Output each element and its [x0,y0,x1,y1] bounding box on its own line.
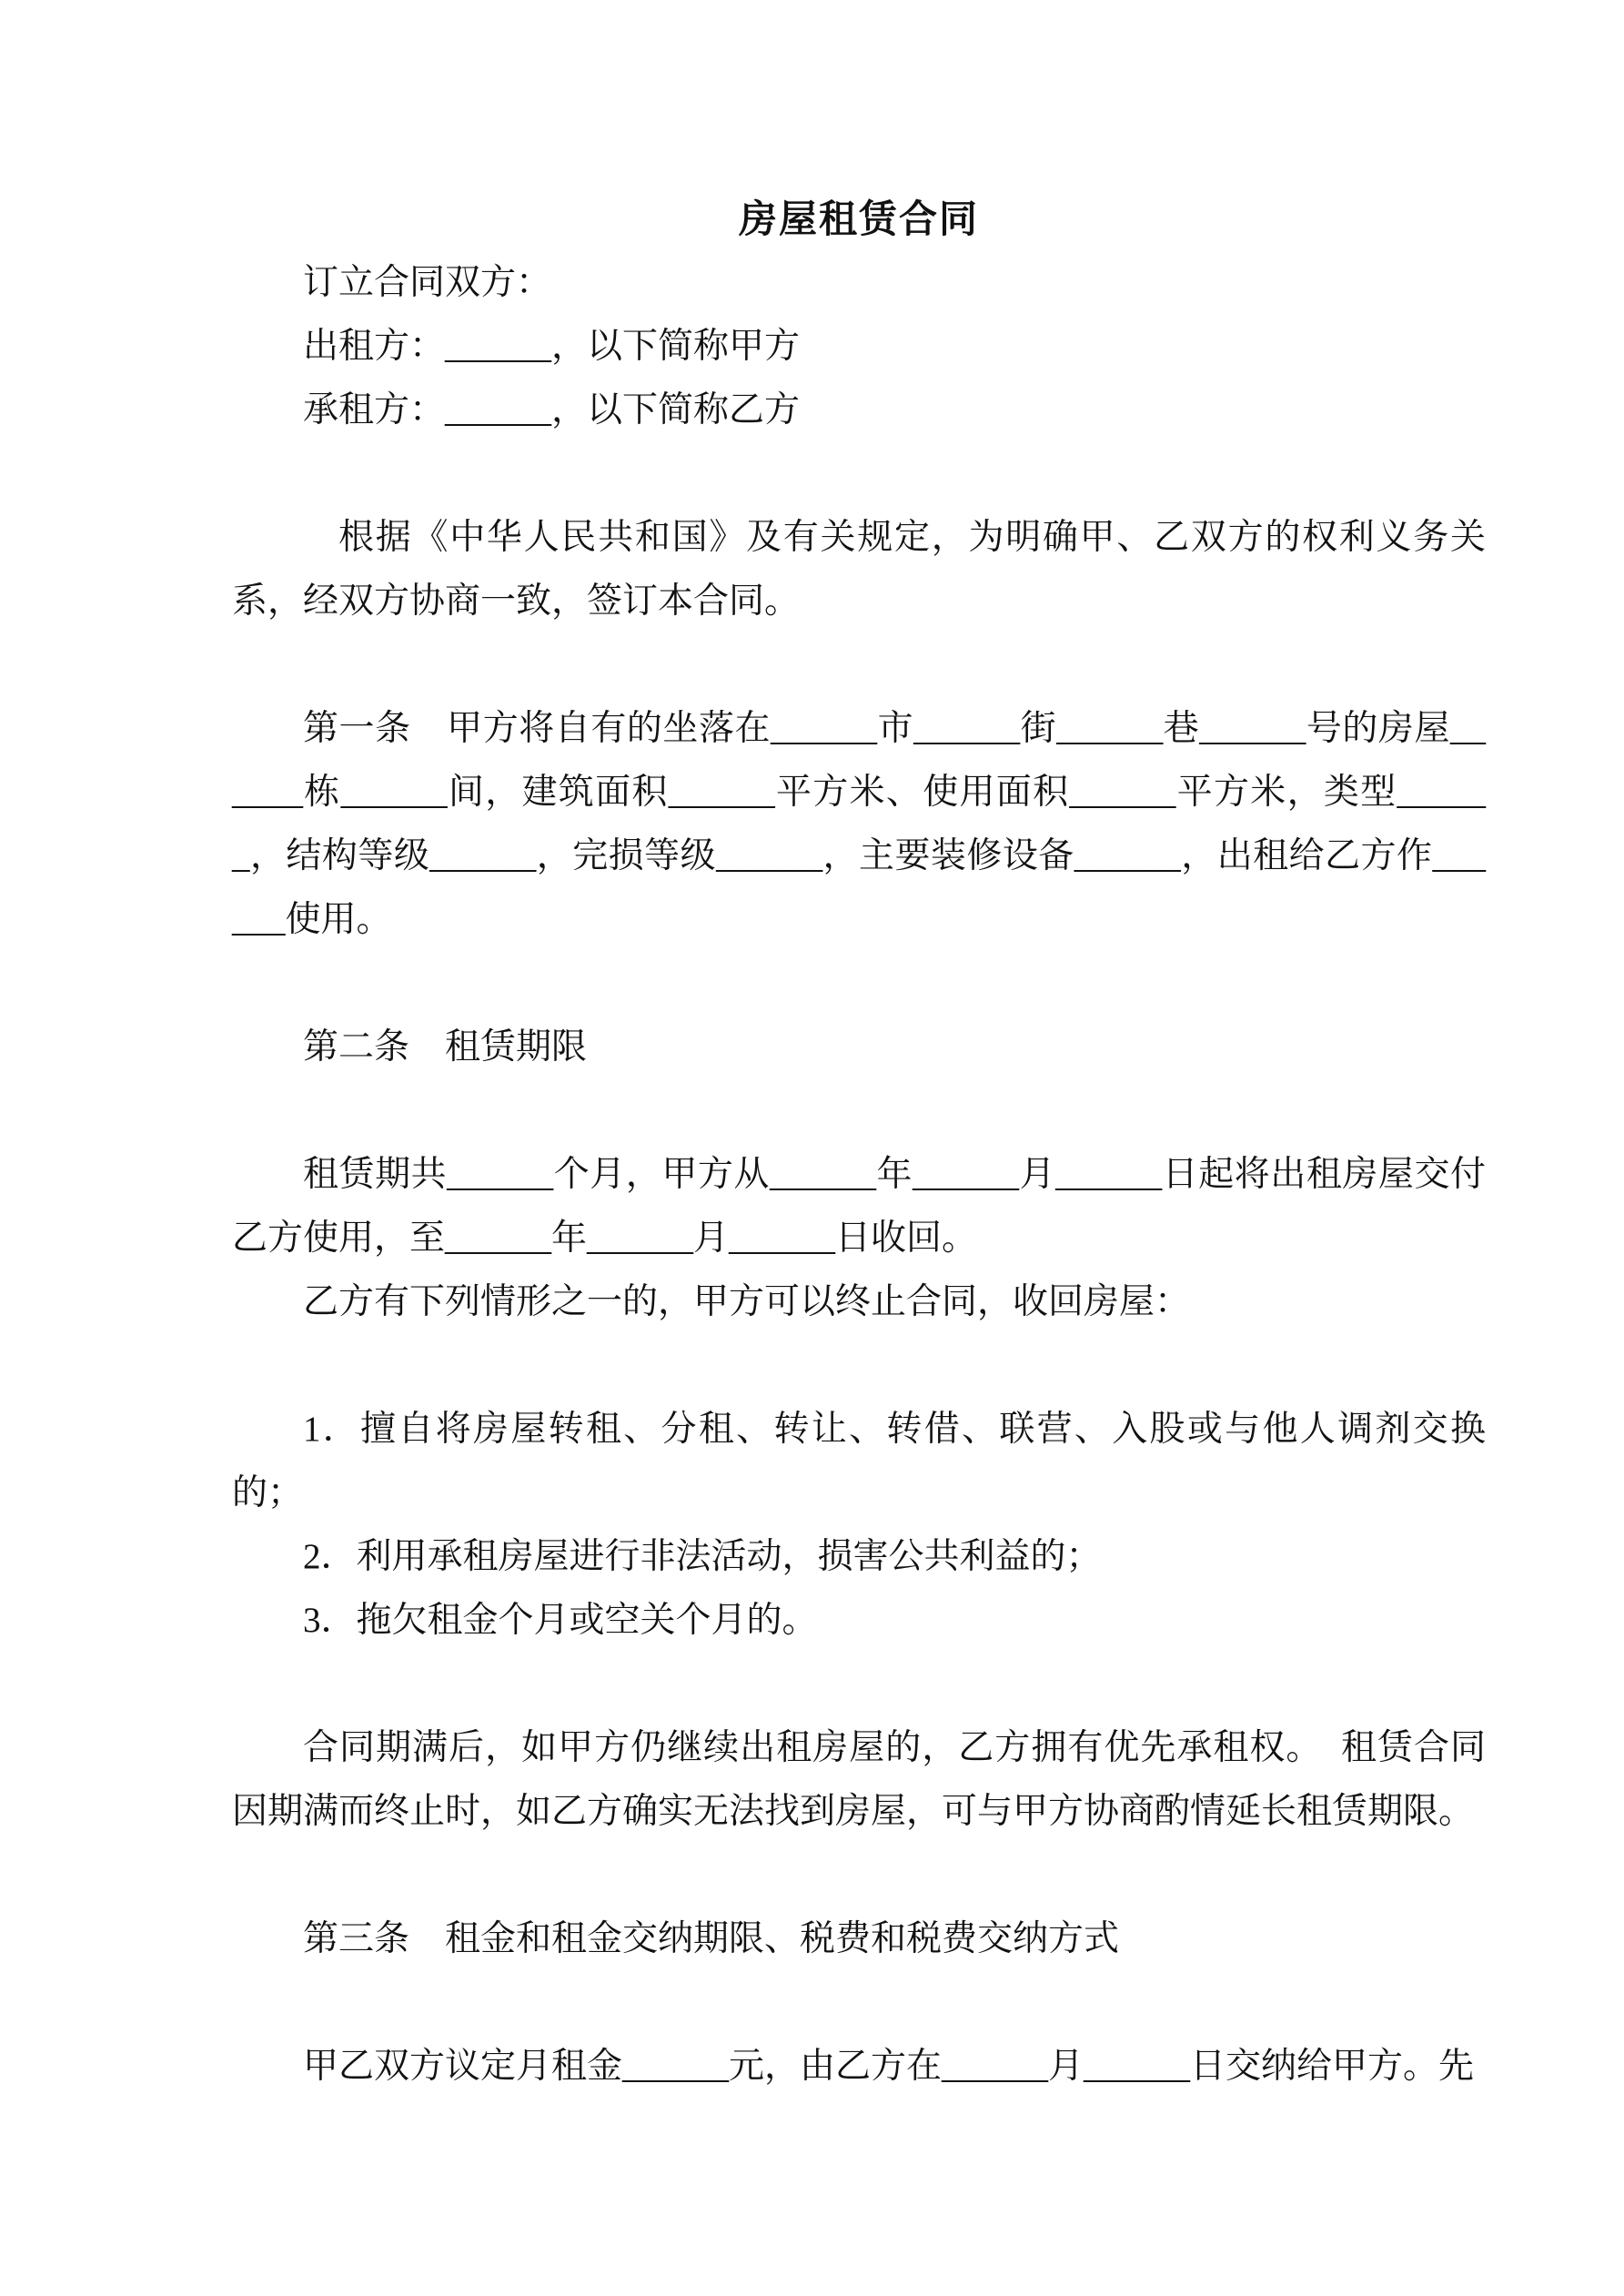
paragraph: 第二条 租赁期限 [303,1027,588,1067]
paragraph: 合同期满后，如甲方仍继续出租房屋的，乙方拥有优先承租权。 租赁合同因期满而终止时，如乙方确实无法找到房屋，可与甲方协商酌情延长租赁期限。 [232,1728,1486,1831]
paragraph: 3．拖欠租金个月或空关个月的。 [303,1601,818,1640]
paragraph: 第三条 租金和租金交纳期限、税费和税费交纳方式 [303,1919,1120,1958]
paragraph: 1．擅自将房屋转租、分租、转让、转借、联营、入股或与他人调剂交换的； [232,1410,1486,1512]
paragraph: 乙方有下列情形之一的，甲方可以终止合同，收回房屋： [303,1282,1191,1321]
document-content [232,187,1486,2099]
paragraph: 承租方：______，以下简称乙方 [303,390,801,430]
document-body [232,251,1486,2099]
paragraph: 甲乙双方议定月租金______元，由乙方在______月______日交纳给甲方。先 [303,2047,1475,2086]
paragraph: 订立合同双方： [303,263,552,302]
paragraph: 2．利用承租房屋进行非法活动，损害公共利益的； [303,1537,1102,1576]
paragraph: 租赁期共______个月，甲方从______年______月______日起将出租房屋交付乙方使用，至______年______月______日收回。 [232,1155,1486,1258]
paragraph: 出租方：______，以下简称甲方 [303,327,801,366]
document-title: 房屋租赁合同 [738,197,979,240]
paragraph: 根据《中华人民共和国》及有关规定，为明确甲、乙双方的权利义务关系，经双方协商一致，签订本合同。 [232,518,1486,621]
paragraph: 第一条 甲方将自有的坐落在______市______街______巷______号的房屋______栋______间，建筑面积______平方米、使用面积______平方米，类型______，结构等级______，完损等级______，主要装修设备______，出租给乙方作______使用。 [232,709,1486,939]
